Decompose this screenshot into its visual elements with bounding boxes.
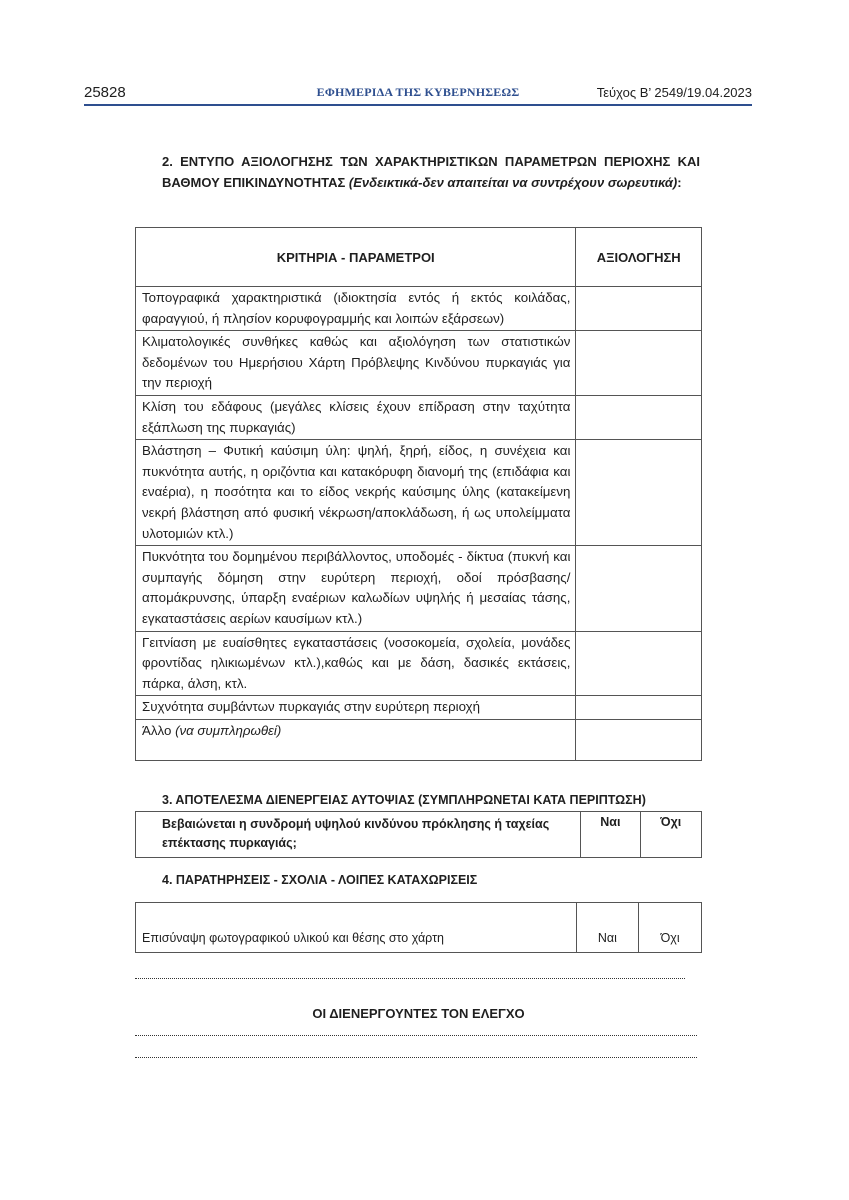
section-4-heading: 4. ΠΑΡΑΤΗΡΗΣΕΙΣ - ΣΧΟΛΙΑ - ΛΟΙΠΕΣ ΚΑΤΑΧΩΡΙΣΕΙΣ [162,873,478,887]
gazette-title: ΕΦΗΜΕΡΙΔΑ ΤΗΣ ΚΥΒΕΡΝΗΣΕΩΣ [316,85,520,99]
table-row [136,696,702,720]
assessment-cell[interactable] [576,395,702,439]
assessment-cell[interactable] [576,287,702,331]
table-row [136,440,702,546]
issue-number: Τεύχος Β’ 2549/19.04.2023 [596,85,752,100]
criteria-table [135,227,702,761]
criteria-table-header [136,228,702,287]
page-header [84,84,752,104]
section-2-heading [162,152,700,193]
no-option[interactable]: Όχι [639,903,702,953]
signer-dotted-line[interactable] [135,1057,697,1058]
criterion-vegetation: Βλάστηση – Φυτική καύσιμη ύλη: ψηλή, ξηρή, είδος, η συνέχεια και πυκνότητα αυτής, η οριζόντια και κατακόρυφη διανομή της (επιδάφια και εναέρια), η ποσότητα και το είδος νεκρής καύσιμης ύλης (κατακείμενη νεκρή βλάστηση από φυσική νέκρωση/αποκλάδωση, ή ως υπολείμματα υλοτομιών κτλ.) [136,440,576,546]
table-row [136,287,702,331]
section-2-colon: : [677,174,682,190]
photo-attachment-label: Επισύναψη φωτογραφικού υλικού και θέσης στο χάρτη [136,903,577,953]
signer-dotted-line[interactable] [135,1035,697,1036]
assessment-cell[interactable] [576,719,702,760]
assessment-cell[interactable] [576,631,702,696]
col-assessment: ΑΞΙΟΛΟΓΗΣΗ [576,228,702,287]
table-row [136,546,702,631]
table-row [136,331,702,396]
table-row [136,719,702,760]
assessment-cell[interactable] [576,696,702,720]
criterion-topography: Τοπογραφικά χαρακτηριστικά (ιδιοκτησία εντός ή εκτός κοιλάδας, φαραγγιού, ή πλησίον κορυφογραμμής και λοιπών εξάρσεων) [136,287,576,331]
criterion-built-density: Πυκνότητα του δομημένου περιβάλλοντος, υποδομές - δίκτυα (πυκνή και συμπαγής δόμηση στην ευρύτερη περιοχή, οδοί πρόσβασης/απομάκρυνσης, ύπαρξη εναέριων καλωδίων υψηλής ή μεσαίας τάσης, εγκαταστάσεις αερίων καυσίμων κτλ.) [136,546,576,631]
section-2-note: (Ενδεικτικά-δεν απαιτείται να συντρέχουν σωρευτικά) [348,174,678,190]
criterion-other-label: Άλλο [142,722,176,738]
criterion-fire-frequency: Συχνότητα συμβάντων πυρκαγιάς στην ευρύτερη περιοχή [136,696,576,720]
section-2-title: 2. ΕΝΤΥΠΟ ΑΞΙΟΛΟΓΗΣΗΣ ΤΩΝ ΧΑΡΑΚΤΗΡΙΣΤΙΚΩΝ ΠΑΡΑΜΕΤΡΩΝ ΠΕΡΙΟΧΗΣ ΚΑΙ ΒΑΘΜΟΥ ΕΠΙΚΙΝΔΥΝΟΤΗΤΑΣ [162,154,700,190]
criterion-slope: Κλίση του εδάφους (μεγάλες κλίσεις έχουν επίδραση στην ταχύτητα εξάπλωση της πυρκαγιάς) [136,395,576,439]
col-criteria: ΚΡΙΤΗΡΙΑ - ΠΑΡΑΜΕΤΡΟΙ [136,228,576,287]
signers-title: ΟΙ ΔΙΕΝΕΡΓΟΥΝΤΕΣ ΤΟΝ ΕΛΕΓΧΟ [312,1006,525,1021]
assessment-cell[interactable] [576,331,702,396]
high-risk-question: Βεβαιώνεται η συνδρομή υψηλού κινδύνου πρόκλησης ή ταχείας επέκτασης πυρκαγιάς; [136,812,581,858]
criterion-climate: Κλιματολογικές συνθήκες καθώς και αξιολόγηση των στατιστικών δεδομένων του Ημερήσιου Χάρτη Πρόβλεψης Κινδύνου πυρκαγιάς για την περιοχή [136,331,576,396]
yes-option[interactable]: Ναι [581,812,640,858]
criterion-other [136,719,576,760]
no-option[interactable]: Όχι [640,812,701,858]
table-row [136,631,702,696]
assessment-cell[interactable] [576,440,702,546]
assessment-cell[interactable] [576,546,702,631]
criterion-proximity: Γειτνίαση με ευαίσθητες εγκαταστάσεις (νοσοκομεία, σχολεία, μονάδες φροντίδας ηλικιωμένων κτλ.),καθώς και με δάση, δασικές εκτάσεις, πάρκα, άλση, κτλ. [136,631,576,696]
header-divider [84,104,752,106]
yes-option[interactable]: Ναι [576,903,639,953]
remarks-dotted-line[interactable] [135,978,685,979]
page-number: 25828 [84,84,126,101]
table-row [136,812,702,858]
inspection-result-table [135,811,702,858]
table-row [136,903,702,953]
criterion-other-note: (να συμπληρωθεί) [175,722,282,738]
section-3-heading: 3. ΑΠΟΤΕΛΕΣΜΑ ΔΙΕΝΕΡΓΕΙΑΣ ΑΥΤΟΨΙΑΣ (ΣΥΜΠΛΗΡΩΝΕΤΑΙ ΚΑΤΑ ΠΕΡΙΠΤΩΣΗ) [162,793,646,807]
table-row [136,395,702,439]
remarks-table [135,902,702,953]
